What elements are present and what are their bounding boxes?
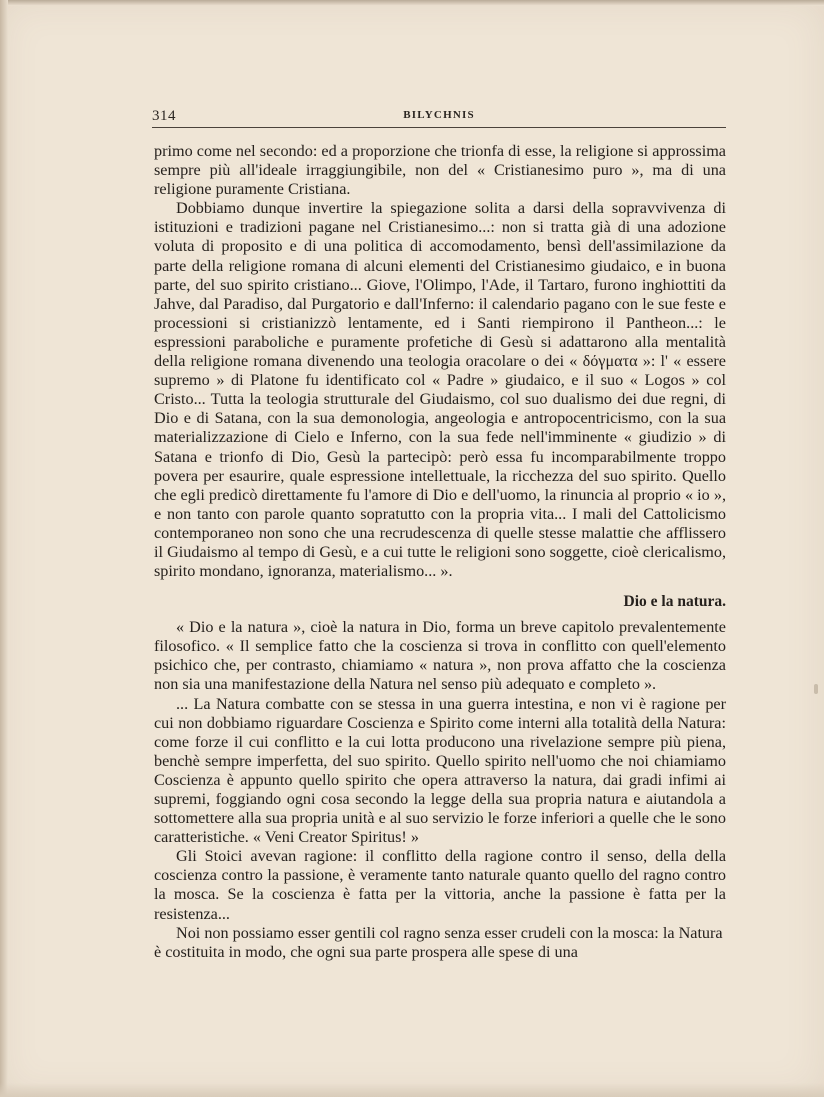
margin-mark: [814, 684, 818, 694]
page-top-edge: [0, 0, 824, 6]
paragraph-continuation: primo come nel secondo: ed a proporzione che trionfa di esse, la religione si approssima sempre più all'ideale irraggiungibile, non del « Cristianesimo puro », ma di una religione puramente Cristiana.: [154, 142, 726, 199]
running-header: [152, 108, 726, 126]
page-left-edge: [0, 0, 8, 1097]
page-bottom-edge: [0, 1083, 824, 1097]
page-number: 314: [152, 108, 176, 124]
paragraph-natura-combatte: ... La Natura combatte con se stessa in una guerra intestina, e non vi è ragione per cui non dobbiamo riguardare Coscienza e Spirito come interni alla totalità della Natura: come forze il cui conflitto e la cui lotta producono una rivelazione sempre più piena, benchè sempre imperfetta, del suo spirito. Quello spirito nell'uomo che noi chiamiamo Coscienza è appunto quello spirito che opera attraverso la natura, dai gradi infimi ai supremi, foggiando ogni cosa secondo la legge della sua propria natura e aiutandola a sottomettere alla sua propria unità e al suo servizio le forze inferiori a quelle che le sono caratteristiche. « Veni Creator Spiritus! »: [154, 694, 726, 847]
paragraph-ragno-mosca: Noi non possiamo esser gentili col ragno senza esser crudeli con la mosca: la Natura è costituita in modo, che ogni sua parte prospera alle spese di una: [154, 923, 723, 961]
paragraph-stoici: Gli Stoici avevan ragione: il conflitto della ragione contro il senso, della della coscienza contro la passione, è veramente tanto naturale quanto quello del ragno contro la mosca. Se la coscienza è fatta per la vittoria, anche la passione è fatta per la resistenza...: [154, 847, 726, 923]
paragraph-dio-natura: « Dio e la natura », cioè la natura in Dio, forma un breve capitolo prevalentemente filosofico. « Il semplice fatto che la coscienza si trova in conflitto con quell'elemento psichico che, per contrasto, chiamiamo « natura », non prova affatto che la coscienza non sia una manifestazione della Natura nel senso più adequato e completo ».: [154, 618, 726, 694]
section-heading: Dio e la natura.: [623, 593, 726, 611]
body-text: [154, 142, 726, 962]
running-title: BILYCHNIS: [403, 109, 475, 121]
paragraph-pagan-traditions: Dobbiamo dunque invertire la spiegazione solita a darsi della sopravvivenza di istituzioni e tradizioni pagane nel Cristianesimo...: non si tratta già di una adozione voluta di proposito e di una politica di accomodamento, bensì dell'assimilazione da parte della religione romana di alcuni elementi del Cristianesimo giudaico, e in buona parte, del suo spirito cristiano... Giove, l'Olimpo, l'Ade, il Tartaro, furono inghiottiti da Jahve, dal Paradiso, dal Purgatorio e dall'Inferno: il calendario pagano con le sue feste e processioni si cristianizzò lentamente, ed i Santi riempirono il Pantheon...: le espressioni paraboliche e puramente profetiche di Gesù si adattarono alla mentalità della religione romana divenendo una teologia oracolare o dei « δόγματα »: l' « essere supremo » di Platone fu identificato col « Padre » giudaico, e il suo « Logos » col Cristo... Tutta la teologia strutturale del Giudaismo, col suo dualismo dei due regni, di Dio e di Satana, con la sua demonologia, angeologia e antropocentricismo, con la sua materializzazione di Cielo e Inferno, con la sua fede nell'imminente « giudizio » di Satana e trionfo di Dio, Gesù la partecipò: però essa fu incomparabilmente troppo povera per esaurire, quale espressione intellettuale, la ricchezza del suo spirito. Quello che egli predicò direttamente fu l'amore di Dio e dell'uomo, la rinuncia al proprio « io », e non tanto con parole quanto sopratutto con la propria vita... I mali del Cattolicismo contemporaneo non sono che una recrudescenza di quelle stesse malattie che afflissero il Giudaismo al tempo di Gesù, e a cui tutte le religioni sono soggette, cioè clericalismo, spirito mondano, ignoranza, materialismo... ».: [154, 199, 726, 581]
header-rule: [152, 127, 726, 128]
